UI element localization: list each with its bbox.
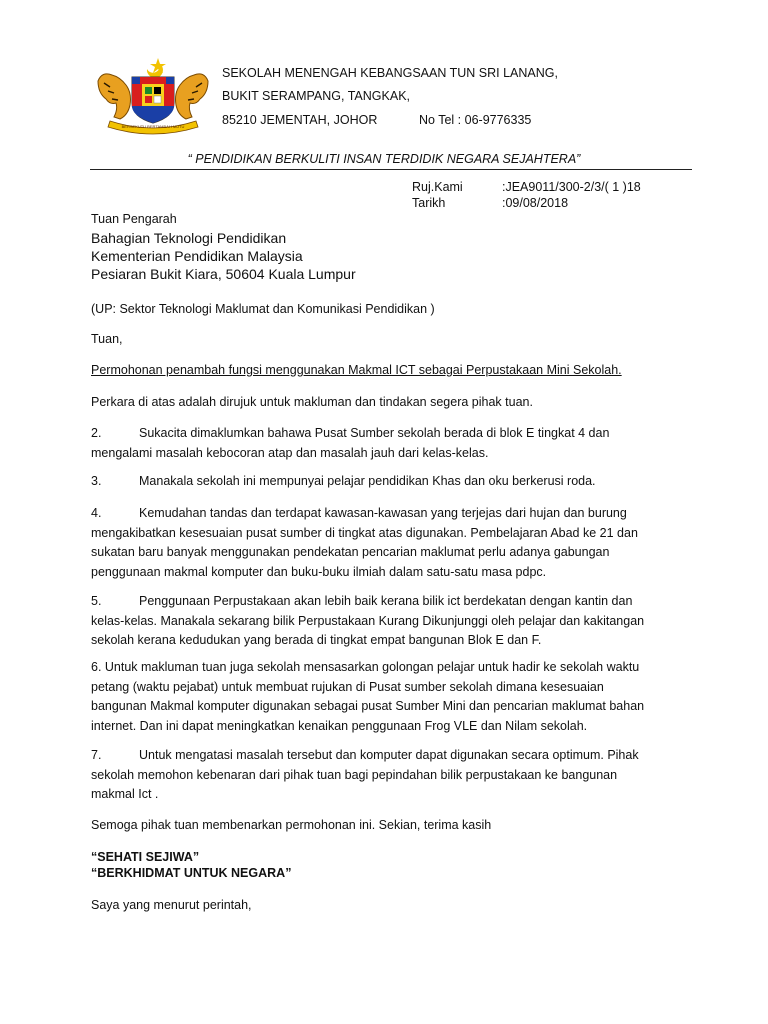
signoff-line: Saya yang menurut perintah,: [91, 898, 252, 912]
paragraph-line: petang (waktu pejabat) untuk membuat rujukan di Pusat sumber sekolah dimana kesesuaian: [91, 679, 604, 694]
paragraph-line: Kemudahan tandas dan terdapat kawasan-kawasan yang terjejas dari hujan dan burung: [139, 506, 627, 520]
paragraph-number: 4.: [91, 506, 102, 520]
letter-subject: Permohonan penambah fungsi menggunakan Makmal ICT sebagai Perpustakaan Mini Sekolah.: [91, 363, 622, 377]
crest-motto: BERSEKUTU BERTAMBAH MUTU: [121, 124, 185, 129]
paragraph-7: [91, 746, 673, 805]
paragraph-5: [91, 592, 673, 651]
paragraph-line: internet. Dan ini dapat meningkatkan kenaikan penggunaan Frog VLE dan Nilam sekolah.: [91, 718, 588, 733]
coat-of-arms-logo: [92, 55, 214, 135]
paragraph-line: Penggunaan Perpustakaan akan lebih baik kerana bilik ict berdekatan dengan kantin dan: [139, 594, 633, 608]
paragraph-line: kelas-kelas. Manakala sekarang bilik Perpustakaan Kurang Dikunjunggi oleh pelajar dan kakitangan: [91, 613, 645, 628]
recipient-line2: Bahagian Teknologi Pendidikan: [91, 230, 287, 246]
school-phone: No Tel : 06-9776335: [419, 113, 532, 127]
paragraph-line: Sukacita dimaklumkan bahawa Pusat Sumber sekolah berada di blok E tingkat 4 dan: [139, 426, 610, 440]
recipient-line3: Kementerian Pendidikan Malaysia: [91, 248, 303, 264]
header-divider: [90, 169, 692, 170]
paragraph-number: 7.: [91, 748, 102, 762]
paragraph-line: makmal Ict .: [91, 787, 159, 801]
paragraph-3: [91, 472, 673, 492]
paragraph-6: [91, 658, 673, 736]
salutation: Tuan,: [91, 332, 123, 346]
school-address-line1: BUKIT SERAMPANG, TANGKAK,: [222, 89, 411, 103]
school-name: SEKOLAH MENENGAH KEBANGSAAN TUN SRI LANANG,: [222, 66, 558, 80]
paragraph-line: Manakala sekolah ini mempunyai pelajar pendidikan Khas dan oku berkerusi roda.: [139, 474, 596, 488]
recipient-title: Tuan Pengarah: [91, 212, 177, 226]
paragraph-line: 6. Untuk makluman tuan juga sekolah mensasarkan golongan pelajar untuk hadir ke sekolah waktu: [91, 660, 640, 674]
paragraph-line: Untuk mengatasi masalah tersebut dan komputer dapat digunakan secara optimum. Pihak: [139, 748, 639, 762]
paragraph-line: mengakibatkan kesesuaian pusat sumber di tingkat atas digunakan. Pembelajaran Abad ke 21 dan: [91, 525, 638, 540]
paragraph-number: 5.: [91, 594, 102, 608]
paragraph-number: 2.: [91, 426, 102, 440]
reference-label: Ruj.Kami: [412, 180, 463, 194]
paragraph-line: sukatan baru banyak menggunakan pendekatan pencarian maklumat perlu adanya gabungan: [91, 545, 610, 559]
reference-value: :JEA9011/300-2/3/( 1 )18: [502, 180, 641, 194]
attention-line: (UP: Sektor Teknologi Maklumat dan Komunikasi Pendidikan ): [91, 302, 435, 316]
paragraph-number: 3.: [91, 474, 102, 488]
intro-paragraph: Perkara di atas adalah dirujuk untuk makluman dan tindakan segera pihak tuan.: [91, 395, 533, 409]
date-label: Tarikh: [412, 196, 446, 210]
paragraph-2: [91, 424, 673, 463]
slogan-sehati-sejiwa: “SEHATI SEJIWA”: [91, 850, 200, 864]
paragraph-line: sekolah memohon kebenaran dari pihak tuan bagi pepindahan bilik perpustakaan ke bangunan: [91, 767, 618, 782]
recipient-line4: Pesiaran Bukit Kiara, 50604 Kuala Lumpur: [91, 266, 356, 282]
paragraph-4: [91, 504, 673, 582]
school-motto: “ PENDIDIKAN BERKULITI INSAN TERDIDIK NEGARA SEJAHTERA”: [187, 152, 581, 166]
school-address-line2: 85210 JEMENTAH, JOHOR: [222, 113, 378, 127]
paragraph-line: penggunaan makmal komputer dan buku-buku ilmiah dalam satu-satu masa pdpc.: [91, 564, 547, 579]
paragraph-line: bangunan Makmal komputer digunakan sebagai pusat Sumber Mini dan pencarian maklumat bahan: [91, 699, 645, 713]
closing-line: Semoga pihak tuan membenarkan permohonan ini. Sekian, terima kasih: [91, 818, 492, 832]
slogan-berkhidmat: “BERKHIDMAT UNTUK NEGARA”: [91, 866, 292, 880]
paragraph-line: sekolah kerana kedudukan yang berada di tingkat empat bangunan Blok E dan F.: [91, 633, 542, 647]
paragraph-line: mengalami masalah kebocoran atap dan masalah jauh dari kelas-kelas.: [91, 445, 489, 460]
date-value: :09/08/2018: [502, 196, 569, 210]
